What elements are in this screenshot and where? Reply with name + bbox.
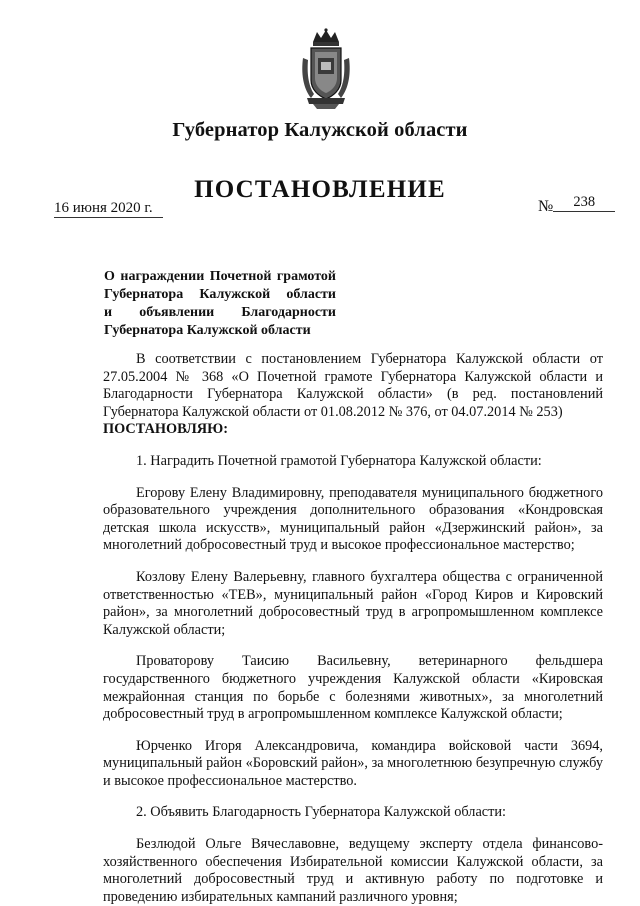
document-number: 238 (553, 194, 615, 212)
document-date: 16 июня 2020 г. (54, 200, 163, 218)
awardee-paragraph: Проваторову Таисию Васильевну, ветеринарного фельдшера государственного бюджетного учреждения Калужской области «Кировская межрайонная станция по борьбе с болезнями животных», за многолетний добросовестный труд в агропромышленном комплексе Калужской области; (103, 653, 603, 723)
number-sign: № (538, 198, 554, 215)
item-2-heading: 2. Объявить Благодарность Губернатора Калужской области: (136, 804, 507, 821)
document-body (103, 351, 603, 906)
item-1-heading: 1. Наградить Почетной грамотой Губернатора Калужской области: (136, 452, 542, 469)
issuing-authority: Губернатор Калужской области (172, 119, 468, 141)
document-number-block (538, 194, 615, 217)
coat-of-arms-emblem (299, 28, 353, 110)
preamble-paragraph: В соответствии с постановлением Губернатора Калужской области от 27.05.2004 № 368 «О Почетной грамоте Губернатора Калужской области и Благодарности Губернатора Калужской области» (в ред. постановлений Губернатора Калужской области от 01.08.2012 № 376, от 04.07.2014 № 253) (103, 351, 603, 420)
awardee-paragraph: Егорову Елену Владимировну, преподавателя муниципального бюджетного образовательного учреждения дополнительного образования «Кондровская детская школа искусств», муниципальный район «Дзержинский район», за многолетний добросовестный труд и высокое профессиональное мастерство; (103, 484, 603, 554)
subject-line: О награждении Почетной грамотой (104, 269, 336, 284)
document-subject (104, 268, 336, 340)
awardee-paragraph: Юрченко Игоря Александровича, командира войсковой части 3694, муниципальный район «Боровский район», за многолетнюю безупречную службу и высокое профессиональное мастерство. (103, 737, 603, 789)
awardee-paragraph: Козлову Елену Валерьевну, главного бухгалтера общества с ограниченной ответственностью «ТЕВ», муниципальный район «Город Киров и Кировский район», за многолетний добросовестный труд в агропромышленном комплексе Калужской области; (103, 568, 603, 638)
subject-line: Губернатора Калужской области (104, 287, 336, 302)
decree-word: ПОСТАНОВЛЯЮ: (103, 421, 228, 438)
subject-line: и объявлении Благодарности (104, 305, 336, 320)
document-type-title: ПОСТАНОВЛЕНИЕ (194, 176, 446, 203)
awardee-paragraph: Безлюдой Ольге Вячеславовне, ведущему эксперту отдела финансово-хозяйственного обеспечения Избирательной комиссии Калужской области, за многолетний добросовестный труд и активную работу по подготовке и проведению избирательных кампаний различного уровня; (103, 836, 603, 905)
subject-line: Губернатора Калужской области (104, 323, 311, 338)
